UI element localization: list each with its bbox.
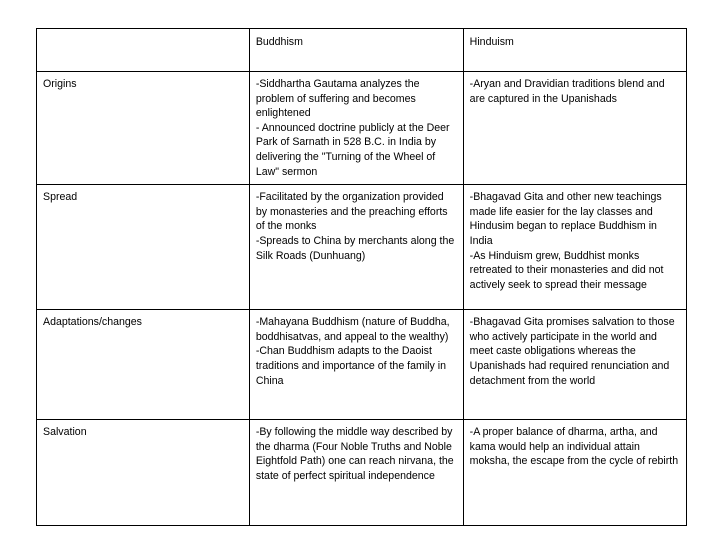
row-label-origins: Origins xyxy=(37,72,250,185)
cell-origins-buddhism: -Siddhartha Gautama analyzes the problem of suffering and becomes enlightened - Announced doctrine publicly at the Deer Park of Sarnath in 528 B.C. in India by delivering the "Turning of the Wheel of Law" sermon xyxy=(249,72,463,185)
cell-salvation-buddhism: -By following the middle way described by the dharma (Four Noble Truths and Noble Eightfold Path) one can reach nirvana, the state of perfect spiritual independence xyxy=(249,420,463,526)
cell-spread-hinduism: -Bhagavad Gita and other new teachings made life easier for the lay classes and Hindusim began to replace Buddhism in India -As Hinduism grew, Buddhist monks retreated to their monasteries and did not actively seek to spread their message xyxy=(463,185,686,310)
cell-adaptations-hinduism: -Bhagavad Gita promises salvation to those who actively participate in the world and meet caste obligations whereas the Upanishads had required renunciation and detachment from the world xyxy=(463,310,686,420)
row-label-salvation: Salvation xyxy=(37,420,250,526)
row-label-spread: Spread xyxy=(37,185,250,310)
cell-adaptations-buddhism: -Mahayana Buddhism (nature of Buddha, boddhisatvas, and appeal to the wealthy) -Chan Buddhism adapts to the Daoist traditions and importance of the family in China xyxy=(249,310,463,420)
table-row-origins xyxy=(37,72,687,185)
table-row-adaptations xyxy=(37,310,687,420)
cell-spread-buddhism: -Facilitated by the organization provided by monasteries and the preaching efforts of the monks -Spreads to China by merchants along the Silk Roads (Dunhuang) xyxy=(249,185,463,310)
header-hinduism: Hinduism xyxy=(463,29,686,72)
row-label-adaptations: Adaptations/changes xyxy=(37,310,250,420)
header-corner-cell xyxy=(37,29,250,72)
cell-salvation-hinduism: -A proper balance of dharma, artha, and kama would help an individual attain moksha, the escape from the cycle of rebirth xyxy=(463,420,686,526)
header-buddhism: Buddhism xyxy=(249,29,463,72)
cell-origins-hinduism: -Aryan and Dravidian traditions blend and are captured in the Upanishads xyxy=(463,72,686,185)
table-header-row xyxy=(37,29,687,72)
comparison-table xyxy=(36,28,687,526)
table-row-salvation xyxy=(37,420,687,526)
table-row-spread xyxy=(37,185,687,310)
